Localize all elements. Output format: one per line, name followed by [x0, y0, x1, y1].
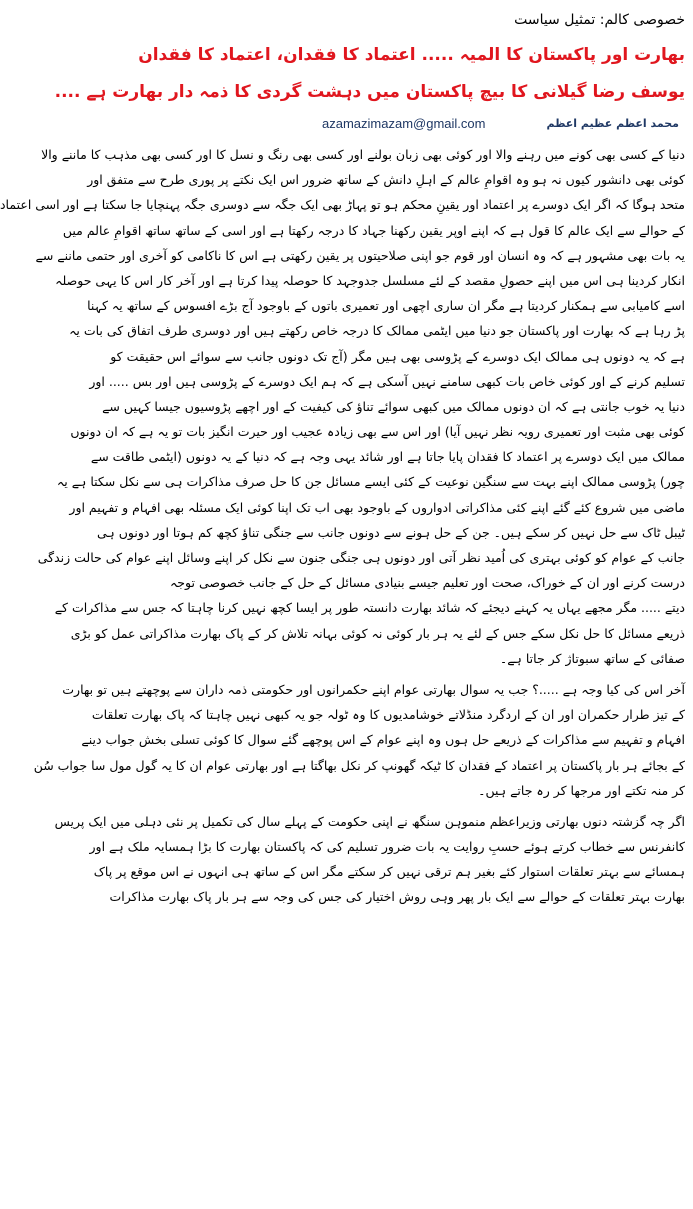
paragraph-line: دیتے ..... مگر مجھے یہاں یہ کہنے دیجئے کہ شائد بھارت دانستہ طور پر ایسا کچھ نہیں کرنا چاہتا کہ جس سے مذاکرات کے — [54, 600, 685, 616]
paragraph-line: کانفرنس سے خطاب کرتے ہوئے حسبِ روایت یہ بات ضرور تسلیم کی کہ پاکستان بھارت کا بڑا ہمسایہ ملک ہے اور — [89, 839, 685, 855]
paragraph-line: اگر چہ گزشتہ دنوں بھارتی وزیراعظم منموہن سنگھ نے اپنی حکومت کے پہلے سال کی تکمیل پر نئی دہلی میں ایک پریس — [54, 813, 685, 829]
paragraph-line: ہمسائے سے بہتر تعلقات استوار کئے بغیر ہم ترقی نہیں کر سکتے مگر اس کے ساتھ ہی انہوں نے اس موقع پر پاک — [93, 864, 685, 880]
byline — [172, 112, 685, 134]
paragraph-line: صفائی کے ساتھ سبوتاژ کر جاتا ہے۔ — [499, 650, 685, 666]
paragraph-line: آخر اس کی کیا وجہ ہے .....؟ جب یہ سوال بھارتی عوام اپنے حکمرانوں اور حکومتی ذمہ داران سے پوچھتے ہیں تو بھارت — [62, 681, 685, 697]
paragraph-line: کوئی بھی مثبت اور تعمیری رویہ نظر نہیں آیا) اور اس سے بھی زیادہ عجیب اور حیرت انگیز بات تو یہ ہے کہ ان دونوں — [70, 424, 685, 440]
paragraph-line: ممالک میں ایک دوسرے پر اعتماد کا فقدان پایا جاتا ہے اور شائد یہی وجہ ہے کہ دنیا کے یہ دونوں (ایٹمی طاقت سے — [90, 449, 685, 465]
article-body — [0, 142, 685, 910]
article-paragraph — [0, 142, 685, 671]
headline-secondary: یوسف رضا گیلانی کا بیچ پاکستان میں دہشت گردی کا ذمہ دار بھارت ہے .... — [54, 82, 685, 102]
paragraph-line: اسے کامیابی سے ہمکنار کردیتا ہے مگر ان ساری اچھی اور تعمیری باتوں کے باوجود آج بڑے افسوس کے ساتھ یہ کہنا — [87, 298, 685, 314]
paragraph-line: ٹیبل ٹاک سے حل نہیں کر سکے ہیں۔ جن کے حل ہونے سے دونوں جانب سے جنگی تناؤ کچھ کم ہوتا اور دونوں ہی — [96, 524, 685, 540]
paragraph-line: ذریعے مسائل کا حل نکل سکے جس کے لئے یہ ہر بار کوئی نہ کوئی بہانہ تلاش کر کے پاک بھارت مذاکراتی عمل کو بڑی — [70, 625, 685, 641]
paragraph-line: انکار کردینا ہی اس میں اپنے حصولِ مقصد کے لئے مسلسل جدوجہد کا حوصلہ پیدا کرتا ہے اور آخر کار اس کا یہی حوصلہ — [55, 272, 685, 288]
paragraph-line: کے حوالے سے ایک عالم کا قول ہے کہ اپنے اوپر یقین رکھنا جہاد کا درجہ رکھتا ہے اور اسی کے ساتھ ساتھ اقوامِ عالم میں — [62, 222, 685, 238]
paragraph-line: متحد ہوگا کہ اگر ایک دوسرے پر اعتماد اور یقینِ محکم ہو تو پہاڑ بھی ایک جگہ سے دوسری جگہ پہنچایا جا سکتا ہے اور اسی اعتماد — [0, 197, 685, 213]
paragraph-line: دنیا کے کسی بھی کونے میں رہنے والا اور کوئی بھی زبان بولنے اور کسی بھی رنگ و نسل کا اور کسی بھی مذہب کا ماننے والا — [41, 147, 685, 162]
article-paragraph — [54, 809, 685, 910]
paragraph-line: ہے کہ یہ دونوں ہی ممالک ایک دوسرے کے پڑوسی بھی ہیں مگر (آج تک دونوں جانب سے سوائے اس حقیقت کو — [110, 348, 685, 364]
paragraph-line: ماضی میں شروع کئے گئے اپنے کئی مذاکراتی ادواروں کے باوجود بھی اب تک اپنا کوئی ایک مسئلہ بھی افہام و تفہیم اور — [69, 499, 685, 515]
paragraph-line: جانب کے عوام کو کوئی بہتری کی اُمید نظر آتی اور دونوں ہی جنگی جنون سے نکل کر اپنے وسائل اپنے عوام کی حالت زندگی — [37, 550, 685, 565]
paragraph-line: پڑ رہا ہے کہ بھارت اور پاکستان جو دنیا میں ایٹمی ممالک کا درجہ خاص رکھتے ہیں اور دوسری طرف اتفاق کی بات یہ — [69, 323, 685, 339]
column-label: خصوصی کالم: تمثیل سیاست — [514, 12, 685, 28]
article-paragraph — [33, 677, 685, 803]
paragraph-line: یہ بات بھی مشہور ہے کہ وہ انسان اور قوم جو اپنی صلاحیتوں پر یقین رکھتی ہے اس کا ناکامی کو آخری اور حتمی ماننے سے — [35, 247, 685, 263]
headline-primary: بھارت اور پاکستان کا المیہ ..... اعتماد کا فقدان، اعتماد کا فقدان — [138, 45, 685, 65]
author-name: محمد اعظم عظیم اعظم — [546, 116, 679, 130]
paragraph-line: درست کرنے اور ان کے خوراک، صحت اور تعلیم جیسے بنیادی مسائل کے حل کے جانب خصوصی توجہ — [169, 575, 685, 591]
paragraph-line: افہام و تفہیم سے مذاکرات کے ذریعے حل ہوں وہ اپنے عوام کے اس پوچھے گئے سوال کا کوئی تسلی بخش جواب دینے — [81, 732, 685, 748]
paragraph-line: دنیا یہ خوب جانتی ہے کہ ان دونوں ممالک میں کبھی سوائے تناؤ کی کیفیت کے اور اچھے پڑوسیوں جیسا کہیں سے — [102, 398, 685, 414]
paragraph-line: چور) پڑوسی ممالک اپنے بہت سے سنگین نوعیت کے کئی ایسے مسائل جن کا حل صرف مذاکرات ہی سے نکل سکتا ہے یہ — [56, 474, 685, 490]
paragraph-line: کوئی بھی دانشور کیوں نہ ہو وہ اقوامِ عالم کے اہلِ دانش کے ساتھ ضرور اس ایک نکتے پر پوری طرح سے متفق اور — [87, 172, 685, 188]
paragraph-line: کے تیز طرار حکمران اور ان کے اردگرد منڈلاتے خوشامدیوں کا وہ ٹولہ جو یہ کبھی نہیں چاہتا کہ پاک بھارت تعلقات — [91, 707, 685, 723]
author-email: azamazimazam@gmail.com — [322, 115, 486, 131]
paragraph-line: کر منہ تکتے اور مرجھا کر رہ جاتے ہیں۔ — [478, 782, 685, 798]
paragraph-line: کے بجائے ہر بار پاکستان پر اعتماد کے فقدان کا ٹیکہ گھونپ کر نکل بھاگتا ہے اور بھارتی عوام ان کا یہ گول مول سا جواب سُن — [33, 757, 685, 773]
paragraph-line: بھارت بہتر تعلقات کے حوالے سے ایک بار پھر وہی روش اختیار کی جس کی وجہ سے ہر بار پاک بھارت مذاکرات — [109, 889, 685, 905]
paragraph-line: تسلیم کرنے کے اور کوئی خاص بات کبھی سامنے نہیں آسکی ہے کہ ہم ایک دوسرے کے پڑوسی ہیں اور بس ..... اور — [89, 373, 685, 389]
